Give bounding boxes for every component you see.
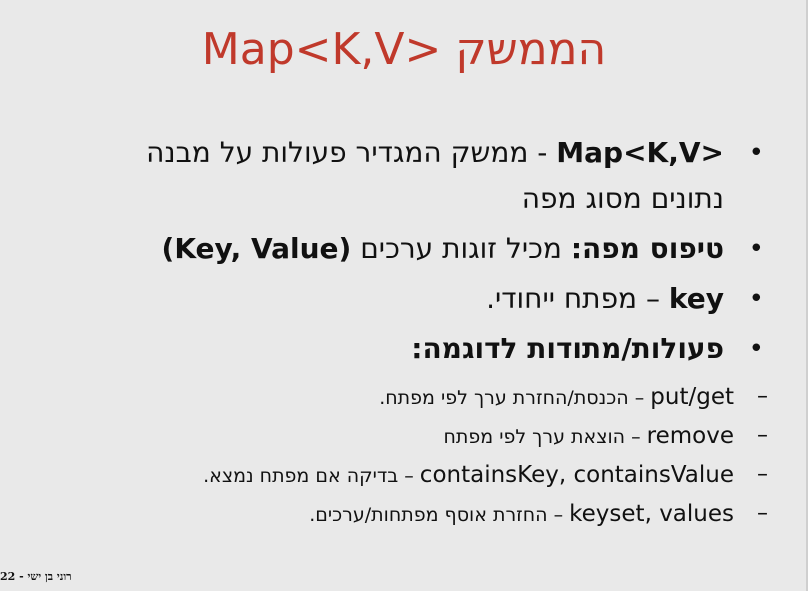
bullet-list xyxy=(32,130,772,534)
bullet-text-cont: נתונים מסוג מפה xyxy=(521,182,724,215)
slide-footer: רוני בן ישי - 22 xyxy=(0,570,72,583)
bullet-bold: פעולות/מתודות לדוגמה: xyxy=(411,332,724,365)
dash: – xyxy=(757,462,768,487)
bullet-text: – מפתח ייחודי. xyxy=(486,282,669,315)
bullet-text: - ממשק המגדיר פעולות על מבנה xyxy=(146,136,557,169)
bullet-code: (Key, Value) xyxy=(161,232,352,265)
method-code: keyset, values xyxy=(569,501,734,527)
bullet-map-type xyxy=(32,226,772,272)
bullet-text: מכיל זוגות ערכים xyxy=(351,232,571,265)
method-text: – החזרת אוסף מפתחות/ערכים. xyxy=(309,504,570,526)
method-list xyxy=(32,378,772,534)
method-text: – הכנסת/החזרת ערך לפי מפתח. xyxy=(379,387,651,409)
bullet-key xyxy=(32,276,772,322)
method-code: remove xyxy=(646,423,734,449)
bullet-dot: • xyxy=(748,234,764,264)
bullet-dot: • xyxy=(748,138,764,168)
method-text: – הוצאת ערך לפי מפתח xyxy=(443,426,647,448)
dash: – xyxy=(757,423,768,448)
bullet-methods xyxy=(32,326,772,372)
bullet-code: key xyxy=(668,282,724,315)
dash: – xyxy=(757,501,768,526)
title-code: Map<K,V> xyxy=(201,24,442,75)
title-hebrew: הממשק xyxy=(455,24,607,75)
bullet-bold: טיפוס מפה: xyxy=(570,232,724,265)
slide-title xyxy=(0,22,808,78)
dash: – xyxy=(757,384,768,409)
method-item xyxy=(32,378,772,417)
method-item xyxy=(32,456,772,495)
bullet-dot: • xyxy=(748,334,764,364)
bullet-dot: • xyxy=(748,284,764,314)
bullet-code: Map<K,V> xyxy=(556,136,724,169)
method-text: – בדיקה אם מפתח נמצא. xyxy=(203,465,420,487)
method-code: put/get xyxy=(650,384,734,410)
method-item xyxy=(32,495,772,534)
method-item xyxy=(32,417,772,456)
method-code: containsKey, containsValue xyxy=(419,462,734,488)
bullet-map-interface xyxy=(32,130,772,222)
